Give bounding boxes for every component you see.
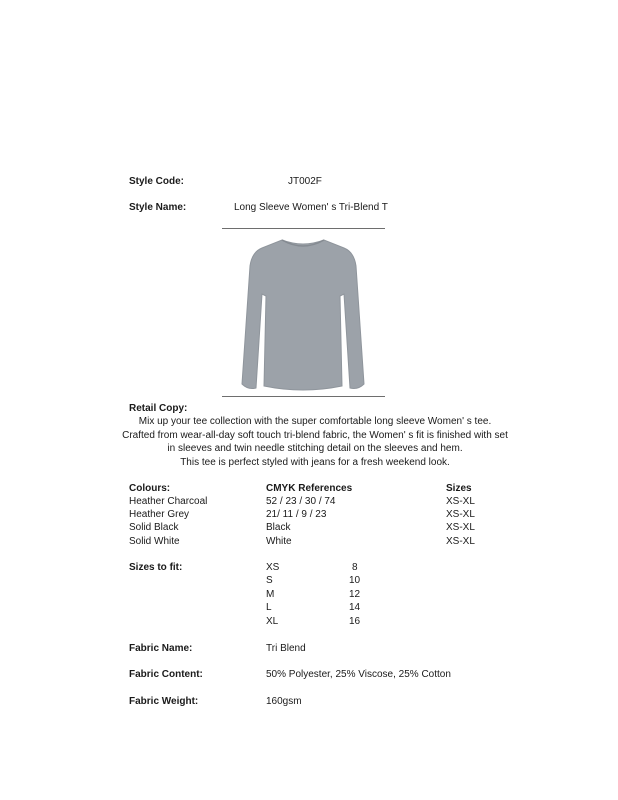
style-name-label: Style Name: [129, 202, 187, 213]
style-name-value: Long Sleeve Women' s Tri-Blend T [234, 202, 388, 213]
sizes-to-fit-label: Sizes to fit: [129, 562, 183, 573]
colour-sizes: XS-XL [446, 496, 475, 507]
colour-cmyk: 21/ 11 / 9 / 23 [266, 509, 327, 520]
fabric-name-value: Tri Blend [266, 643, 306, 654]
colour-name: Heather Charcoal [129, 496, 208, 507]
retail-copy-line: This tee is perfect styled with jeans for a fresh weekend look. [180, 456, 450, 468]
divider-top [222, 228, 385, 229]
colour-cmyk: 52 / 23 / 30 / 74 [266, 496, 336, 507]
retail-copy-text [120, 415, 510, 469]
colour-cmyk: White [266, 536, 292, 547]
fabric-name-label: Fabric Name: [129, 643, 193, 654]
size-code: XL [266, 616, 279, 627]
size-fit: 16 [349, 616, 361, 627]
colour-name: Solid White [129, 536, 180, 547]
size-fit: 12 [349, 589, 361, 600]
retail-copy-label: Retail Copy: [129, 403, 188, 414]
fabric-weight-label: Fabric Weight: [129, 696, 199, 707]
size-fit: 14 [349, 602, 361, 613]
retail-copy-line: Mix up your tee collection with the super comfortable long sleeve Women' s tee. [138, 416, 492, 427]
divider-bottom [222, 396, 385, 397]
fabric-content-label: Fabric Content: [129, 669, 203, 680]
style-code-label: Style Code: [129, 176, 185, 187]
size-code: M [266, 589, 275, 600]
colour-cmyk: Black [266, 522, 291, 533]
fabric-weight-value: 160gsm [266, 696, 302, 707]
product-image [232, 234, 374, 394]
retail-copy-line: in sleeves and twin needle stitching detail on the sleeves and hem. [167, 443, 463, 454]
retail-copy-line: Crafted from wear-all-day soft touch tri-blend fabric, the Women' s fit is finished with set [122, 429, 508, 441]
colour-name: Heather Grey [129, 509, 190, 520]
size-code: S [266, 575, 273, 586]
tshirt-icon [232, 234, 374, 394]
size-code: XS [266, 562, 280, 573]
cmyk-header: CMYK References [266, 483, 353, 494]
colours-header: Colours: [129, 483, 171, 494]
colour-sizes: XS-XL [446, 522, 475, 533]
colour-sizes: XS-XL [446, 509, 475, 520]
size-fit: 8 [352, 562, 358, 573]
size-fit: 10 [349, 575, 361, 586]
colour-sizes: XS-XL [446, 536, 475, 547]
colour-name: Solid Black [129, 522, 179, 533]
style-code-value: JT002F [288, 176, 322, 187]
fabric-content-value: 50% Polyester, 25% Viscose, 25% Cotton [266, 669, 451, 680]
size-code: L [266, 602, 272, 613]
sizes-header: Sizes [446, 483, 472, 494]
